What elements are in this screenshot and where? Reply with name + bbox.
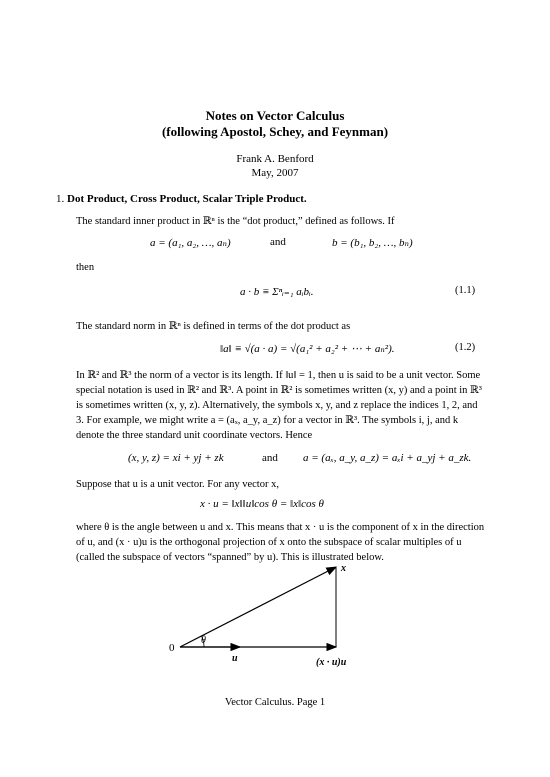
equation-dot-cos: x · u = ‖x‖‖u‖cos θ = ‖x‖cos θ	[200, 498, 324, 510]
section-title: Dot Product, Cross Product, Scalar Triple Product.	[67, 193, 307, 205]
label-x: x	[341, 563, 346, 574]
equation-xyz: (x, y, z) = xi + yj + zk	[128, 452, 224, 464]
equation-axyz: a = (aₓ, a_y, a_z) = aₓi + a_yj + a_zk.	[303, 452, 472, 464]
date: May, 2007	[251, 167, 299, 179]
equation-xyz-and: and	[262, 452, 278, 464]
section-number: 1.	[56, 193, 65, 205]
equation-1-1-number: (1.1)	[455, 285, 476, 296]
paragraph-norm-length: In ℝ² and ℝ³ the norm of a vector is its length. If ‖u‖ = 1, then u is said to be a unit vector. Some special notation is used in ℝ² and ℝ³. A point in ℝ² is sometimes written (x, y) and a point in ℝ³ is sometimes written (x, y, z). Alternatively, the symbols x, y, and z replace the indices 1, 2, and 3. For example, we might write a = (aₓ, a_y, a_z) for a vector in ℝ³. The symbols i, j, and k denote the three standard unit coordinate vectors. Hence	[76, 370, 482, 441]
paragraph-inner-product: The standard inner product in ℝⁿ is the “dot product,” defined as follows. If	[76, 216, 395, 227]
equation-1-2-number: (1.2)	[455, 342, 476, 353]
title-line-1: Notes on Vector Calculus	[205, 108, 345, 123]
title-line-2: (following Apostol, Schey, and Feynman)	[161, 124, 389, 139]
projection-diagram	[160, 555, 390, 685]
label-projection: (x · u)u	[316, 657, 347, 668]
paragraph-projection: where θ is the angle between u and x. This means that x · u is the component of x in the direction of u, and (x · u)u is the orthogonal projection of x onto the subspace of scalar multiples of u (called the subspace of vectors “spanned” by u). This is illustrated below.	[76, 522, 485, 563]
section-heading	[56, 193, 307, 205]
equation-a-def: a = (a₁, a₂, …, aₙ)	[150, 237, 231, 249]
equation-and: and	[270, 236, 286, 248]
paragraph-norm: The standard norm in ℝⁿ is defined in terms of the dot product as	[76, 321, 351, 332]
label-origin: 0	[169, 642, 175, 654]
paragraph-then: then	[76, 262, 95, 273]
paragraph-unit-vector: Suppose that u is a unit vector. For any vector x,	[76, 479, 279, 490]
page-footer: Vector Calculus. Page 1	[224, 697, 326, 708]
label-theta: θ	[201, 635, 206, 646]
label-u: u	[232, 653, 238, 664]
equation-b-def: b = (b₁, b₂, …, bₙ)	[332, 237, 413, 249]
equation-1-1: a · b ≡ Σⁿᵢ₌₁ aᵢbᵢ.	[240, 286, 314, 298]
equation-1-2: ‖a‖ ≡ √(a · a) = √(a₁² + a₂² + ⋯ + aₙ²).	[220, 343, 395, 355]
author: Frank A. Benford	[236, 153, 314, 165]
